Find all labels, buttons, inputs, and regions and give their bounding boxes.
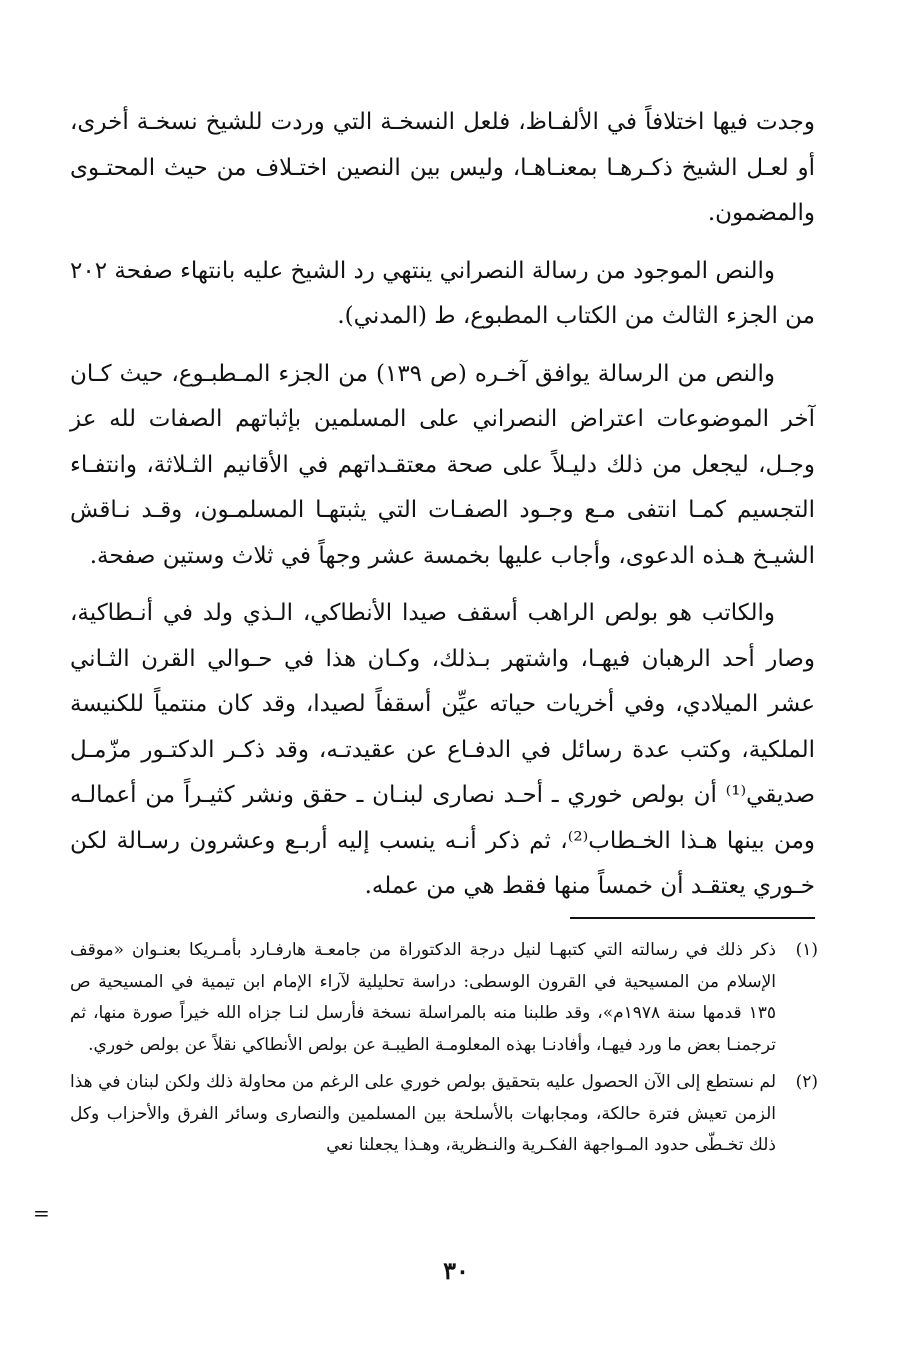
continuation-mark: = [33, 1201, 50, 1225]
paragraph-3: والنص من الرسالة يوافق آخـره (ص ١٣٩) من الجزء المـطبـوع، حيث كـان آخر الموضوعات اعتراض النصراني على المسلمين بإثباتهم الصفات لله عز وجـل، ليجعل من ذلك دليـلاً على صحة معتقـداتهم في الأقانيم الثـلاثة، وانتفـاء التجسيم كمـا انتفى مـع وجـود الصفـات التي يثبتهـا المسلمـون، وقـد نـاقش الشيـخ هـذه الدعوى، وأجاب عليها بخمسة عشر وجهاً في ثلاث وستين صفحة. [70, 360, 815, 569]
footnote-2 [70, 1067, 818, 1162]
main-text [70, 100, 815, 922]
footnote-number: (٢) [795, 1072, 818, 1092]
footnotes [70, 935, 818, 1168]
footnote-number: (١) [795, 940, 818, 960]
footnote-text: ذكر ذلك في رسالته التي كتبهـا لنيل درجة الدكتوراة من جامعـة هارفـارد بأمـريكا بعنـوان «موقف الإسلام من المسيحية في القرون الوسطى: دراسة تحليلية لآراء الإمام ابن تيمية في المسيحية ص ١٣٥ قدمها سنة ١٩٧٨م»، وقد طلبنا منه بالمراسلة نسخة فأرسل لنـا جزاه الله خيراً صورة منها، ثم ترجمنـا بعض ما ورد فيهـا، وأفادنـا بهذه المعلومـة الطيبـة عن بولص الأنطاكي نقلاً عن بولص خوري. [70, 940, 776, 1055]
page-number: ٣٠ [443, 1256, 469, 1285]
paragraph-1: وجدت فيها اختلافاً في الألفـاظ، فلعل النسخـة التي وردت للشيخ نسخـة أخرى، أو لعـل الشيخ ذكـرهـا بمعنـاهـا، وليس بين النصين اختـلاف من حيث المحتـوى والمضمون. [70, 109, 815, 226]
footnote-text: لم نستطع إلى الآن الحصول عليه بتحقيق بولص خوري على الرغم من محاولة ذلك ولكن لبنان في هذا الزمن تعيش فترة حالكة، ومجابهات بالأسلحة بين المسلمين والنصارى وسائر الفرق والأحزاب وكل ذلك تخـطّى حدود المـواجهة الفكـرية والنـظرية، وهـذا يجعلنا نعي [70, 1072, 776, 1155]
paragraph-2: والنص الموجود من رسالة النصراني ينتهي رد الشيخ عليه بانتهاء صفحة ٢٠٢ من الجزء الثالث من الكتاب المطبوع، ط (المدني). [70, 257, 815, 329]
footnote-1 [70, 935, 818, 1061]
paragraph-4: والكاتب هو بولص الراهب أسقف صيدا الأنطاكي، الـذي ولد في أنـطاكية، وصار أحد الرهبان فيهـا، واشتهر بـذلك، وكـان هذا في حـوالي القرن الثـاني عشر الميلادي، وفي أخريات حياته عيِّن أسقفاً لصيدا، وقد كان منتمياً للكنيسة الملكية، وكتب عدة رسائل في الدفـاع عن عقيدتـه، وقد ذكـر الدكتـور مزّمـل صديقي⁽¹⁾ أن بولص خوري ـ أحـد نصارى لبنـان ـ حقق ونشر كثيـراً من أعمالـه ومن بينها هـذا الخـطاب⁽²⁾، ثم ذكر أنـه ينسب إليه أربـع وعشرون رسـالة لكن خـوري يعتقـد أن خمساً منها فقط هي من عمله. [70, 600, 815, 899]
footnote-separator [570, 917, 815, 919]
